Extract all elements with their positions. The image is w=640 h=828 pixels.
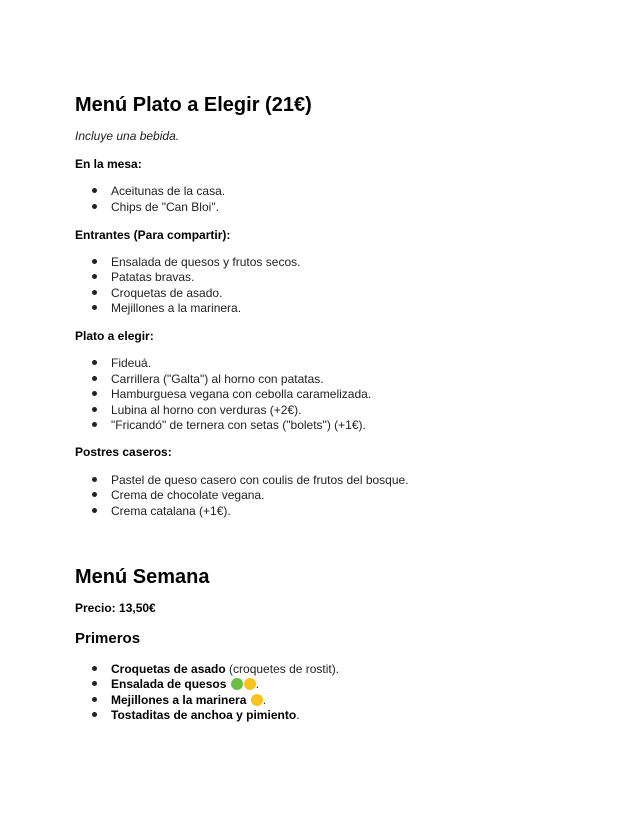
bullet-icon bbox=[92, 376, 97, 381]
list-item: Crema catalana (+1€). bbox=[92, 503, 231, 519]
bullet-icon bbox=[92, 422, 97, 427]
bullet-icon bbox=[92, 508, 97, 513]
bullet-icon bbox=[92, 360, 97, 365]
list-item: Aceitunas de la casa. bbox=[92, 183, 225, 199]
menu-semana-title: Menú Semana bbox=[75, 566, 210, 588]
price-label: Precio: 13,50€ bbox=[75, 601, 156, 615]
bullet-icon bbox=[92, 681, 97, 686]
bullet-icon bbox=[92, 305, 97, 310]
list-item: Carrillera ("Galta") al horno con patatas. bbox=[92, 371, 324, 387]
list-item: Chips de "Can Bloi". bbox=[92, 199, 219, 215]
section-heading: En la mesa: bbox=[75, 157, 142, 171]
list-item: Hamburguesa vegana con cebolla caramelizada. bbox=[92, 386, 371, 402]
bullet-icon bbox=[92, 391, 97, 396]
list-item: Croquetas de asado (croquetes de rostit). bbox=[92, 661, 339, 677]
list-item: Pastel de queso casero con coulis de frutos del bosque. bbox=[92, 472, 409, 488]
list-item: Mejillones a la marinera . bbox=[92, 692, 266, 708]
list-item: "Fricandó" de ternera con setas ("bolets") (+1€). bbox=[92, 417, 366, 433]
bullet-icon bbox=[92, 188, 97, 193]
bullet-icon bbox=[92, 274, 97, 279]
list-item: Ensalada de quesos y frutos secos. bbox=[92, 254, 300, 270]
section-heading: Postres caseros: bbox=[75, 445, 172, 459]
bullet-icon bbox=[92, 204, 97, 209]
section-heading: Plato a elegir: bbox=[75, 329, 154, 343]
list-item: Mejillones a la marinera. bbox=[92, 300, 241, 316]
menu-plato-title: Menú Plato a Elegir (21€) bbox=[75, 94, 312, 116]
list-item: Croquetas de asado. bbox=[92, 285, 222, 301]
bullet-icon bbox=[92, 407, 97, 412]
yellow-circle-icon bbox=[244, 678, 256, 690]
bullet-icon bbox=[92, 492, 97, 497]
drink-note: Incluye una bebida. bbox=[75, 129, 180, 143]
list-item: Patatas bravas. bbox=[92, 269, 194, 285]
list-item: Ensalada de quesos . bbox=[92, 676, 259, 692]
bullet-icon bbox=[92, 290, 97, 295]
bullet-icon bbox=[92, 712, 97, 717]
list-item: Fideuá. bbox=[92, 355, 151, 371]
section-heading: Entrantes (Para compartir): bbox=[75, 228, 231, 242]
yellow-circle-icon bbox=[251, 694, 263, 706]
list-item: Lubina al horno con verduras (+2€). bbox=[92, 402, 301, 418]
green-circle-icon bbox=[231, 678, 243, 690]
primeros-heading: Primeros bbox=[75, 630, 141, 647]
list-item: Tostaditas de anchoa y pimiento. bbox=[92, 707, 300, 723]
list-item: Crema de chocolate vegana. bbox=[92, 487, 264, 503]
bullet-icon bbox=[92, 666, 97, 671]
bullet-icon bbox=[92, 477, 97, 482]
bullet-icon bbox=[92, 697, 97, 702]
bullet-icon bbox=[92, 259, 97, 264]
